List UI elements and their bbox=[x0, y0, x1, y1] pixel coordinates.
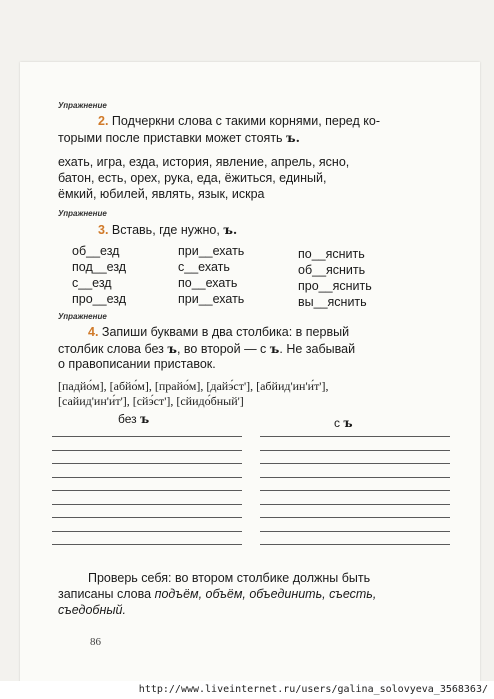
ex3-word: об__яснить bbox=[298, 263, 366, 277]
column-header-without-hard-sign bbox=[118, 412, 149, 426]
check-answers bbox=[58, 586, 376, 618]
ex3-word: под__езд bbox=[72, 260, 127, 274]
ex2-words-line1: ехать, игра, езда, история, явление, апрель, ясно, bbox=[58, 155, 350, 169]
source-url-footer bbox=[0, 681, 494, 699]
ex3-instruction-text: Вставь, где нужно, bbox=[108, 223, 224, 237]
writing-line-left[interactable] bbox=[52, 436, 242, 437]
workbook-page bbox=[20, 62, 480, 684]
writing-line-right[interactable] bbox=[260, 436, 450, 437]
writing-line-right[interactable] bbox=[260, 531, 450, 532]
ex4-number: 4. bbox=[88, 325, 99, 339]
ex3-column-3 bbox=[298, 246, 372, 310]
column-header-text: без bbox=[118, 412, 140, 426]
column-header-with-hard-sign bbox=[334, 416, 353, 430]
footer-url: http://www.liveinternet.ru/users/galina_solovyeva_3568363/ bbox=[138, 684, 488, 695]
writing-line-right[interactable] bbox=[260, 504, 450, 505]
ex4-instruction-line2b: , во второй — с bbox=[176, 341, 270, 356]
ex2-words-line2: батон, есть, орех, рука, еда, ёжиться, единый, bbox=[58, 171, 327, 185]
ex3-column-1 bbox=[72, 243, 126, 307]
check-answer-words: подъём, объём, объединить, съесть, bbox=[154, 587, 377, 601]
check-yourself bbox=[88, 570, 370, 586]
ex4-instruction-line3: о правописании приставок. bbox=[58, 357, 216, 371]
ex3-label: Упражнение bbox=[58, 209, 107, 218]
column-header-text: с bbox=[334, 416, 344, 430]
writing-line-left[interactable] bbox=[52, 517, 242, 518]
ex2-number: 2. bbox=[98, 114, 109, 128]
ex4-hard-sign-1: ъ bbox=[167, 340, 177, 356]
writing-line-right[interactable] bbox=[260, 517, 450, 518]
ex4-transcription-line2: [сайид'ин'и́т'], [сйэ́ст'], [сйидо́бный'] bbox=[58, 394, 244, 408]
ex2-instruction-line1: Подчеркни слова с такими корнями, перед ко- bbox=[108, 114, 380, 128]
ex3-instruction bbox=[98, 222, 237, 239]
check-line2-prefix: записаны слова bbox=[58, 587, 155, 601]
writing-line-left[interactable] bbox=[52, 531, 242, 532]
ex4-hard-sign-2: ъ bbox=[269, 340, 280, 356]
writing-line-left[interactable] bbox=[52, 477, 242, 478]
ex3-word: с__езд bbox=[72, 276, 112, 290]
ex4-transcriptions bbox=[58, 379, 328, 409]
writing-line-left[interactable] bbox=[52, 450, 242, 451]
writing-line-right[interactable] bbox=[260, 463, 450, 464]
ex4-label: Упражнение bbox=[58, 312, 107, 321]
ex3-word: вы__яснить bbox=[298, 295, 367, 309]
ex3-word: по__ехать bbox=[178, 276, 238, 290]
writing-line-left[interactable] bbox=[52, 504, 242, 505]
ex2-instruction-line2: торыми после приставки может стоять bbox=[58, 130, 287, 145]
ex2-word-list bbox=[58, 154, 349, 202]
writing-line-left[interactable] bbox=[52, 463, 242, 464]
writing-line-right[interactable] bbox=[260, 477, 450, 478]
writing-line-left[interactable] bbox=[52, 544, 242, 545]
check-line1: Проверь себя: во втором столбике должны быть bbox=[88, 571, 371, 585]
ex3-word: про__яснить bbox=[298, 279, 372, 293]
ex4-instruction-line2a: столбик слова без bbox=[58, 341, 168, 356]
ex2-words-line3: ёмкий, юбилей, являть, язык, искра bbox=[58, 187, 265, 201]
writing-line-left[interactable] bbox=[52, 490, 242, 491]
check-answer-words-2: съедобный. bbox=[58, 603, 126, 617]
ex3-number: 3. bbox=[98, 223, 109, 237]
ex3-column-2 bbox=[178, 243, 244, 307]
ex3-word: при__ехать bbox=[178, 244, 245, 258]
column-header-sign: ъ bbox=[139, 412, 150, 426]
writing-line-right[interactable] bbox=[260, 544, 450, 545]
ex2-instruction bbox=[58, 114, 478, 146]
ex3-word: при__ехать bbox=[178, 292, 245, 306]
ex2-label: Упражнение bbox=[58, 101, 107, 110]
writing-line-right[interactable] bbox=[260, 490, 450, 491]
ex4-transcription-line1: [падйо́м], [абйо́м], [прайо́м], [дайэ́ст'], [абйид'ин'и́т'], bbox=[58, 379, 329, 393]
ex3-word: по__яснить bbox=[298, 247, 365, 261]
column-header-sign: ъ bbox=[343, 416, 353, 430]
ex4-instruction-line1: Запиши буквами в два столбика: в первый bbox=[98, 325, 350, 339]
ex4-instruction bbox=[58, 325, 478, 373]
ex3-word: с__ехать bbox=[178, 260, 230, 274]
ex3-word: об__езд bbox=[72, 244, 120, 258]
ex2-hard-sign: ъ. bbox=[286, 129, 300, 145]
writing-line-right[interactable] bbox=[260, 450, 450, 451]
ex3-word: про__езд bbox=[72, 292, 127, 306]
ex4-instruction-line2c: . Не забывай bbox=[279, 341, 356, 356]
ex3-hard-sign: ъ. bbox=[223, 222, 238, 237]
page-number: 86 bbox=[90, 636, 101, 648]
